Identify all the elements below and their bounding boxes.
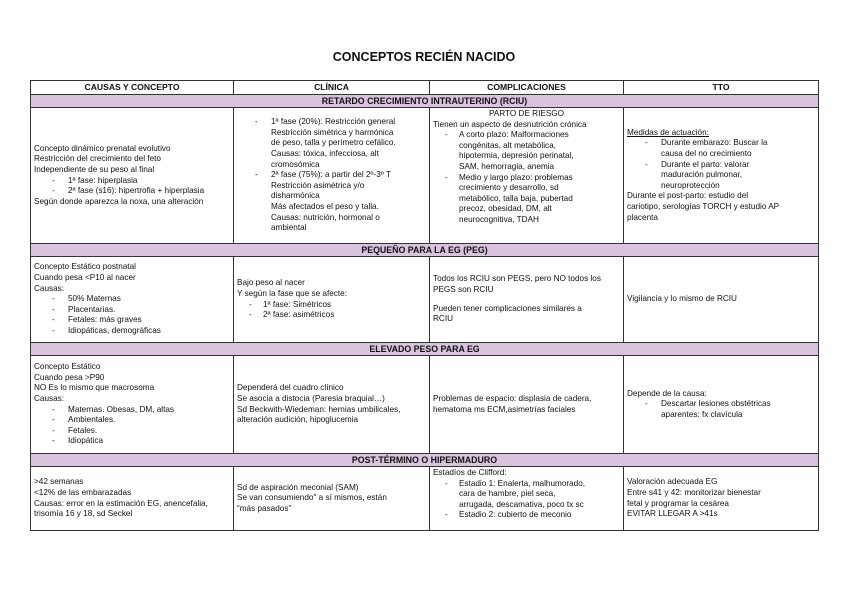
text-line: maduración pulmonar,: [661, 170, 743, 180]
text-line: PEGS son RCIU: [433, 284, 494, 294]
section-header-elevado-peso: [31, 343, 819, 356]
list-item: [433, 173, 620, 226]
row-rciu: [31, 108, 819, 244]
bullet-text: Durante embarazo: Buscar la: [661, 138, 768, 148]
text-line: Se van consumiendo" a sí mismos, están: [237, 493, 387, 503]
text-line: Causas:: [34, 283, 65, 293]
list-item: - Maternas. Obesas, DM, altas: [34, 405, 230, 416]
header-causas: CAUSAS Y CONCEPTO: [31, 81, 234, 95]
text-line: Causas: nutrición, hormonal o: [271, 212, 380, 222]
post-clinica-cell: [234, 467, 430, 531]
text-line: Según donde aparezca la noxa, una alteración: [34, 196, 204, 206]
header-complicaciones: COMPLICACIONES: [430, 81, 624, 95]
text-line: alteración audición, hipoglucemia: [237, 415, 359, 425]
rciu-causas-cell: [31, 108, 234, 244]
header-row: [31, 81, 819, 95]
elevado-tto-cell: [624, 356, 819, 454]
text-line: Valoración adecuada EG: [627, 477, 718, 487]
text-line: trisomía 16 y 18, sd Seckel: [34, 509, 133, 519]
text-line: Medidas de actuación:: [627, 127, 709, 137]
text-line: Y según la fase que se afecte:: [237, 288, 348, 298]
peg-tto-cell: Vigilancia y lo mismo de RCIU: [624, 257, 819, 343]
text-line: Cuando pesa <P10 al nacer: [34, 273, 136, 283]
text-line: SAM, hemorragia, anemia: [459, 161, 555, 171]
row-post-termino: [31, 467, 819, 531]
section-header-peg: [31, 244, 819, 257]
list-item: - Idiopáticas, demográficas: [34, 326, 230, 337]
text-line: Depende de la causa:: [627, 388, 707, 398]
list-item: [237, 117, 426, 170]
list-item: - 2ª fase (s16): hipertrofia + hiperplasia: [34, 186, 230, 197]
text-line: de peso, talla y perímetro cefálico.: [271, 138, 396, 148]
text-line: PARTO DE RIESGO: [488, 109, 565, 118]
text-line: Restricción del crecimiento del feto: [34, 154, 161, 164]
bullet-text: Estadio 1: Enalerta, malhumorado,: [459, 478, 586, 488]
section-title-elevado-peso: ELEVADO PESO PARA EG: [31, 343, 819, 356]
list-item: - 1ª fase: hiperplasia: [34, 176, 230, 187]
text-line: congénitas, alt metabólica,: [459, 140, 556, 150]
peg-clinica-cell: [234, 257, 430, 343]
post-complicaciones-cell: [430, 467, 624, 531]
row-elevado-peso: [31, 356, 819, 454]
text-line: Concepto Estático: [34, 362, 101, 372]
text-line: Problemas de espacio: displasia de cadera,: [433, 393, 592, 403]
bullet-text: A corto plazo: Malformaciones: [459, 130, 569, 140]
header-tto: TTO: [624, 81, 819, 95]
bullet-text: 1ª fase (20%): Restricción general: [271, 117, 396, 127]
page-title: CONCEPTOS RECIÉN NACIDO: [332, 50, 516, 64]
list-item: - Fetales.: [34, 426, 230, 437]
bullet-text: 2ª fase (75%): a partir del 2º-3º T: [271, 170, 391, 180]
text-line: aparentes: fx clavícula: [661, 409, 743, 419]
bullet-text: Descartar lesiones obstétricas: [661, 399, 771, 409]
list-item: [627, 399, 815, 420]
text-line: <12% de las embarazadas: [34, 487, 132, 497]
post-causas-cell: [31, 467, 234, 531]
list-item: [433, 479, 620, 511]
text-line: Entre s41 y 42: monitorizar bienestar: [627, 487, 761, 497]
text-line: Concepto Estático postnatal: [34, 262, 136, 272]
text-line: arrugada, descamativa, poco tx sc: [459, 499, 584, 509]
section-title-post-termino: POST-TÉRMINO O HIPERMADURO: [31, 454, 819, 467]
text-line: Independiente de su peso al final: [34, 164, 155, 174]
list-item: [237, 170, 426, 234]
rciu-clinica-cell: [234, 108, 430, 244]
text-line: neuroprotección: [661, 180, 720, 190]
list-item: - 2ª fase: asimétricos: [237, 310, 426, 321]
list-item: - Ambientales.: [34, 415, 230, 426]
bullet-text: Durante el parto: valorar: [661, 159, 750, 169]
text-line: fetal y programar la cesárea: [627, 498, 729, 508]
text-line: metabólico, talla baja, pubertad: [459, 193, 573, 203]
section-title-rciu: RETARDO CRECIMIENTO INTRAUTERINO (RCIU): [31, 95, 819, 108]
rciu-tto-cell: [624, 108, 819, 244]
text-line: ambiental: [271, 223, 307, 233]
text-line: Sd de aspiración meconial (SAM): [237, 482, 359, 492]
row-peg: [31, 257, 819, 343]
text-line: cara de hambre, piel seca,: [459, 489, 556, 499]
bullet-text: Medio y largo plazo: problemas: [459, 172, 573, 182]
text-line: Causas: tóxica, infecciosa, alt: [271, 149, 379, 159]
text-line: Causas:: [34, 393, 65, 403]
post-tto-cell: [624, 467, 819, 531]
text-line: crecimiento y desarrollo, sd: [459, 183, 559, 193]
text-line: NO Es lo mismo que macrosoma: [34, 383, 155, 393]
section-title-peg: PEQUEÑO PARA LA EG (PEG): [31, 244, 819, 257]
header-clinica: CLÍNICA: [234, 81, 430, 95]
peg-causas-cell: [31, 257, 234, 343]
list-item: - Fetales: más graves: [34, 315, 230, 326]
text-line: hematoma ms ECM,asimetrías faciales: [433, 404, 576, 414]
text-line: Tienen un aspecto de desnutrición crónica: [433, 119, 587, 129]
text-line: Dependerá del cuadro clínico: [237, 383, 344, 393]
text-line: Cuando pesa >P90: [34, 372, 105, 382]
text-line: Bajo peso al nacer: [237, 278, 305, 288]
text-line: Restricción simétrica y harmónica: [271, 127, 394, 137]
text-line: Causas: error en la estimación EG, anencefalia,: [34, 498, 208, 508]
section-header-post-termino: [31, 454, 819, 467]
text-line: hipotermia, depresión perinatal,: [459, 151, 574, 161]
text-line: >42 semanas: [34, 477, 84, 487]
peg-complicaciones-cell: [430, 257, 624, 343]
rciu-complicaciones-cell: [430, 108, 624, 244]
text-line: Más afectados el peso y talla.: [271, 201, 379, 211]
list-item: - Placentarias.: [34, 305, 230, 316]
section-header-rciu: [31, 95, 819, 108]
list-item: [627, 160, 815, 192]
text-line: Estadíos de Clifford:: [433, 468, 507, 477]
list-item: [433, 130, 620, 172]
text-line: Pueden tener complicaciones similares a: [433, 303, 582, 313]
concepts-table: [30, 80, 819, 531]
text-line: neurocognitiva, TDAH: [459, 214, 539, 224]
text-line: “más pasados”: [237, 503, 292, 513]
list-item: - Estadio 2: cubierto de meconio: [433, 510, 620, 521]
text-line: precoz, obesidad, DM, alt: [459, 204, 552, 214]
list-item: [627, 138, 815, 159]
text-line: placenta: [627, 212, 658, 222]
text-line: cariotipo, serologías TORCH y estudio AP: [627, 201, 780, 211]
text-line: causa del no crecimiento: [661, 149, 752, 159]
list-item: - 1ª fase: Simétricos: [237, 300, 426, 311]
elevado-causas-cell: [31, 356, 234, 454]
text-line: Durante el post-parto: estudio del: [627, 191, 749, 201]
list-item: - 50% Maternas: [34, 294, 230, 305]
text-line: disharmónica: [271, 191, 320, 201]
elevado-clinica-cell: [234, 356, 430, 454]
elevado-complicaciones-cell: [430, 356, 624, 454]
text-line: EVITAR LLEGAR A >41s: [627, 509, 718, 519]
text-line: Concepto dinámico prenatal evolutivo: [34, 143, 171, 153]
text-line: cromosómica: [271, 159, 320, 169]
list-item: - Idiopática: [34, 436, 230, 447]
text-line: Todos los RCIU son PEGS, pero NO todos los: [433, 274, 601, 284]
text-line: Restricción asimétrica y/o: [271, 180, 365, 190]
text-line: Sd Beckwith-Wiedeman: hernias umbilicales,: [237, 404, 401, 414]
text-line: Se asocia a distocia (Paresia braquial…): [237, 393, 385, 403]
text-line: RCIU: [433, 314, 454, 324]
